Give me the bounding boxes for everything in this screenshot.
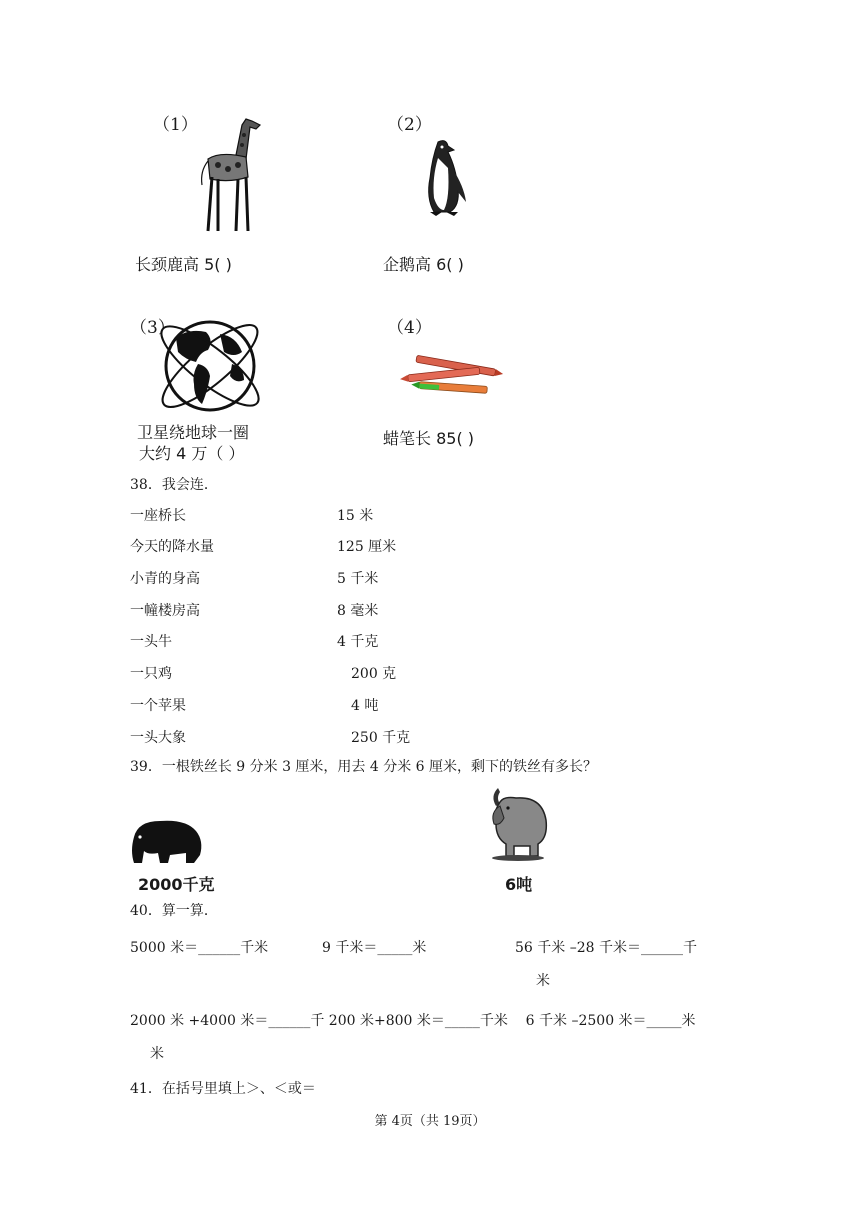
q40-problem-1: 5000 米＝______千米	[130, 940, 269, 956]
q41-title: 41．在括号里填上＞、＜或＝	[130, 1081, 316, 1097]
giraffe-icon	[190, 115, 270, 235]
q40-row-2-wrap: 米	[150, 1046, 164, 1062]
q38-left-item: 一头大象	[130, 730, 186, 746]
q40-problem-2: 9 千米＝_____米	[322, 940, 427, 956]
q38-right-item: 4 吨	[351, 698, 379, 714]
q38-right-item: 5 千米	[337, 571, 379, 587]
q38-left-item: 一只鸡	[130, 666, 172, 682]
q38-left-item: 一头牛	[130, 634, 172, 650]
picture-number-2: （2）	[387, 115, 432, 135]
q38-title: 38．我会连．	[130, 477, 218, 493]
bear-weight-label: 2000千克	[138, 875, 215, 894]
picture-caption-3-line2: 大约 4 万（ ）	[139, 444, 245, 463]
q38-left-item: 小青的身高	[130, 571, 200, 587]
q40-title: 40．算一算．	[130, 903, 218, 919]
q38-right-item: 15 米	[337, 508, 374, 524]
picture-caption-2: 企鹅高 6( )	[383, 255, 464, 274]
q38-left-item: 一幢楼房高	[130, 603, 200, 619]
q38-right-item: 8 毫米	[337, 603, 379, 619]
q38-right-item: 250 千克	[351, 730, 411, 746]
q38-left-item: 一座桥长	[130, 508, 186, 524]
penguin-icon	[420, 138, 470, 216]
q40-problem-3-wrap: 米	[536, 973, 550, 989]
q38-right-item: 200 克	[351, 666, 397, 682]
picture-caption-1: 长颈鹿高 5( )	[135, 255, 232, 274]
page-footer: 第 4页（共 19页）	[374, 1114, 486, 1129]
picture-number-4: （4）	[387, 318, 432, 338]
q38-right-item: 4 千克	[337, 634, 379, 650]
picture-number-3: （3）	[130, 318, 175, 338]
q38-right-item: 125 厘米	[337, 539, 397, 555]
q38-left-item: 一个苹果	[130, 698, 186, 714]
crayons-icon	[404, 352, 504, 400]
q39-title: 39．一根铁丝长 9 分米 3 厘米，用去 4 分米 6 厘米，剩下的铁丝有多长？	[130, 759, 598, 775]
picture-number-1: （1）	[153, 115, 198, 135]
picture-caption-3-line1: 卫星绕地球一圈	[137, 423, 250, 442]
earth-icon	[148, 318, 272, 414]
bear-icon	[130, 815, 204, 865]
q40-problem-3: 56 千米 –28 千米＝______千	[515, 940, 697, 956]
elephant-icon	[486, 784, 550, 860]
picture-caption-4: 蜡笔长 85( )	[383, 429, 475, 448]
q40-row-2: 2000 米 +4000 米＝______千 200 米+800 米＝_____千米 6 千米 –2500 米＝_____米	[130, 1013, 696, 1029]
q38-left-item: 今天的降水量	[130, 539, 214, 555]
elephant-weight-label: 6吨	[505, 875, 533, 894]
